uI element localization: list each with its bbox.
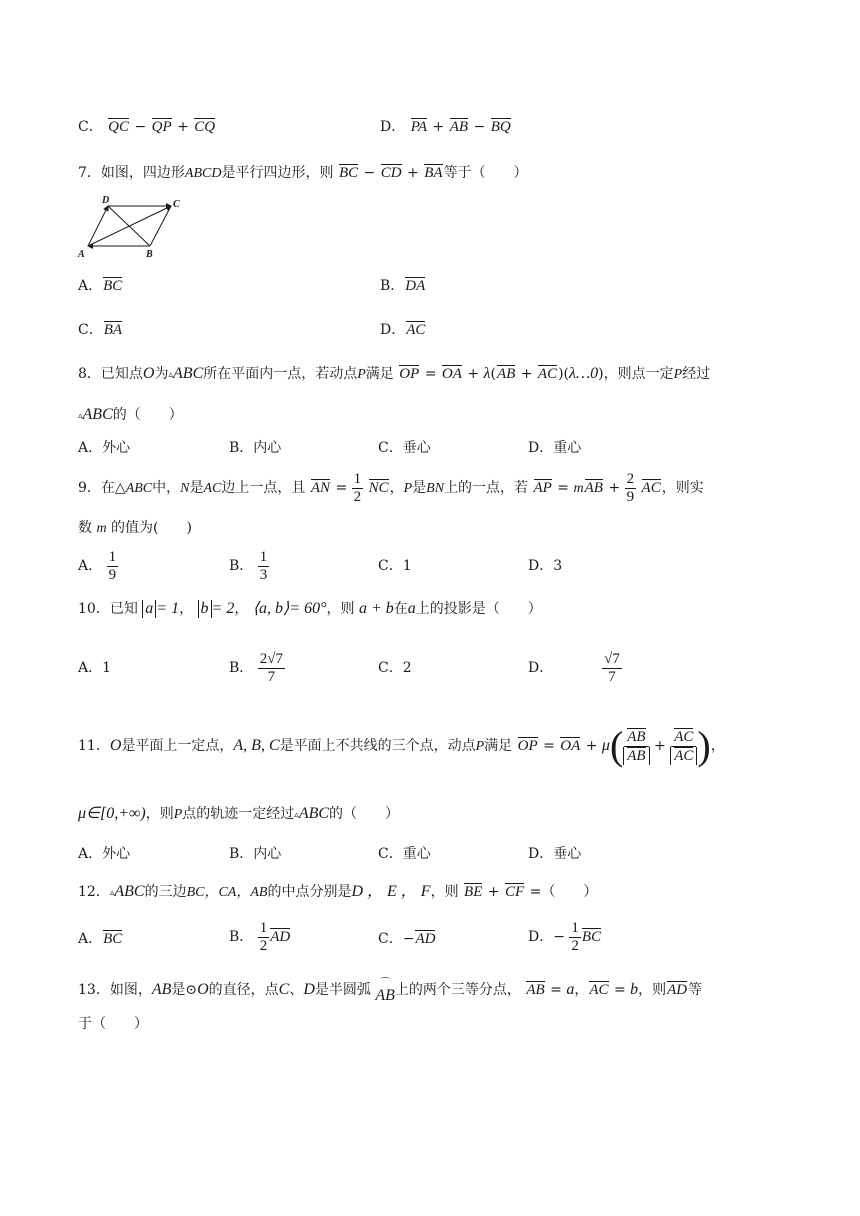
q7-option-c[interactable]: C．BA <box>78 322 123 338</box>
q6-option-c[interactable]: C． QC − QP + CQ <box>78 119 216 135</box>
q13-stem-line2: 于（ ） <box>78 1016 148 1032</box>
q10-stem-text: 10．已知 a = 1， b = 2， ⟨a, b⟩= 60°，则 a + b在a上的投影是（ ） <box>78 600 542 617</box>
q7-option-b[interactable]: B．DA <box>380 278 426 294</box>
q10-option-b[interactable]: B． $\frac{2√7}{7}$ <box>229 650 283 685</box>
q9-option-a[interactable]: A． $\frac{1}{9}$ <box>78 548 117 583</box>
vertex-label-d: D <box>102 195 110 206</box>
vertex-label-a: A <box>78 249 85 260</box>
q7-option-a[interactable]: A．BC <box>78 278 123 294</box>
q11-stem-line2: μ∈[0,+∞)，则P点的轨迹一定经过▵ABC的（ ） <box>78 805 400 822</box>
q12-option-b[interactable]: B． $\frac{1}{2}$ AD <box>229 919 291 954</box>
q6-option-d[interactable]: D． PA + AB − BQ <box>380 119 511 135</box>
q10-option-a[interactable]: A．1 <box>78 660 112 676</box>
q12-option-d[interactable]: D．− $\frac{1}{2}$ BC <box>528 919 602 954</box>
vertex-label-c: C <box>173 199 180 210</box>
q7-stem: 7．如图，四边形ABCD是平行四边形，则 BC − CD + BA等于（ ） <box>78 165 528 181</box>
q8-option-b[interactable]: B．内心 <box>229 440 282 456</box>
q9-option-c[interactable]: C．1 <box>378 558 412 574</box>
q13-stem: 13．如图，AB是⊙O的直径，点C、D是半圆弧 ⌒ AB 上的两个三等分点， AB = a，AC = b，则AD等 <box>78 978 703 1004</box>
vertex-label-b: B <box>146 249 153 260</box>
q9-option-b[interactable]: B． $\frac{1}{3}$ <box>229 548 268 583</box>
q12-option-c[interactable]: C．−AD <box>378 931 436 947</box>
q10-option-c[interactable]: C．2 <box>378 660 412 676</box>
q9-stem-line2: 数 m 的值为( ) <box>78 520 192 536</box>
q8-option-d[interactable]: D．重心 <box>528 440 582 456</box>
q8-stem-line2: ▵ABC的（ ） <box>78 406 183 423</box>
parallelogram-figure <box>76 194 188 260</box>
q9-stem: 9．在△ABC中，N是AC边上一点，且 AN = $\frac{1}{2}$ NC，P是BN上的一点，若 AP = mAB + $\frac{2}{9}$ AC，则实 <box>78 470 704 505</box>
q11-stem: 11．O是平面上一定点，A, B, C是平面上不共线的三个点，动点P满足 OP = OA + μ( $\frac{AB}{AB}$ + $\frac{AC}{AC}$ )， <box>78 723 725 768</box>
q9-option-d[interactable]: D．3 <box>528 558 563 574</box>
q8-option-a[interactable]: A．外心 <box>78 440 131 456</box>
q10-option-d[interactable]: D． $\frac{√7}{7}$ <box>528 650 620 685</box>
q7-option-d[interactable]: D．AC <box>380 322 426 338</box>
q11-option-b[interactable]: B．内心 <box>229 846 282 862</box>
q8-stem: 8．已知点O为▵ABC所在平面内一点，若动点P满足 OP = OA + λ(AB + AC)(λ…0)，则点一定P经过 <box>78 365 711 382</box>
q11-option-c[interactable]: C．重心 <box>378 846 431 862</box>
q8-option-c[interactable]: C．垂心 <box>378 440 431 456</box>
q12-option-a[interactable]: A．BC <box>78 931 123 947</box>
q11-option-d[interactable]: D．垂心 <box>528 846 582 862</box>
q11-option-a[interactable]: A．外心 <box>78 846 131 862</box>
q12-stem: 12．▵ABC的三边BC，CA，AB的中点分别是D ， E ， F，则 BE + CF =（ ） <box>78 883 598 900</box>
